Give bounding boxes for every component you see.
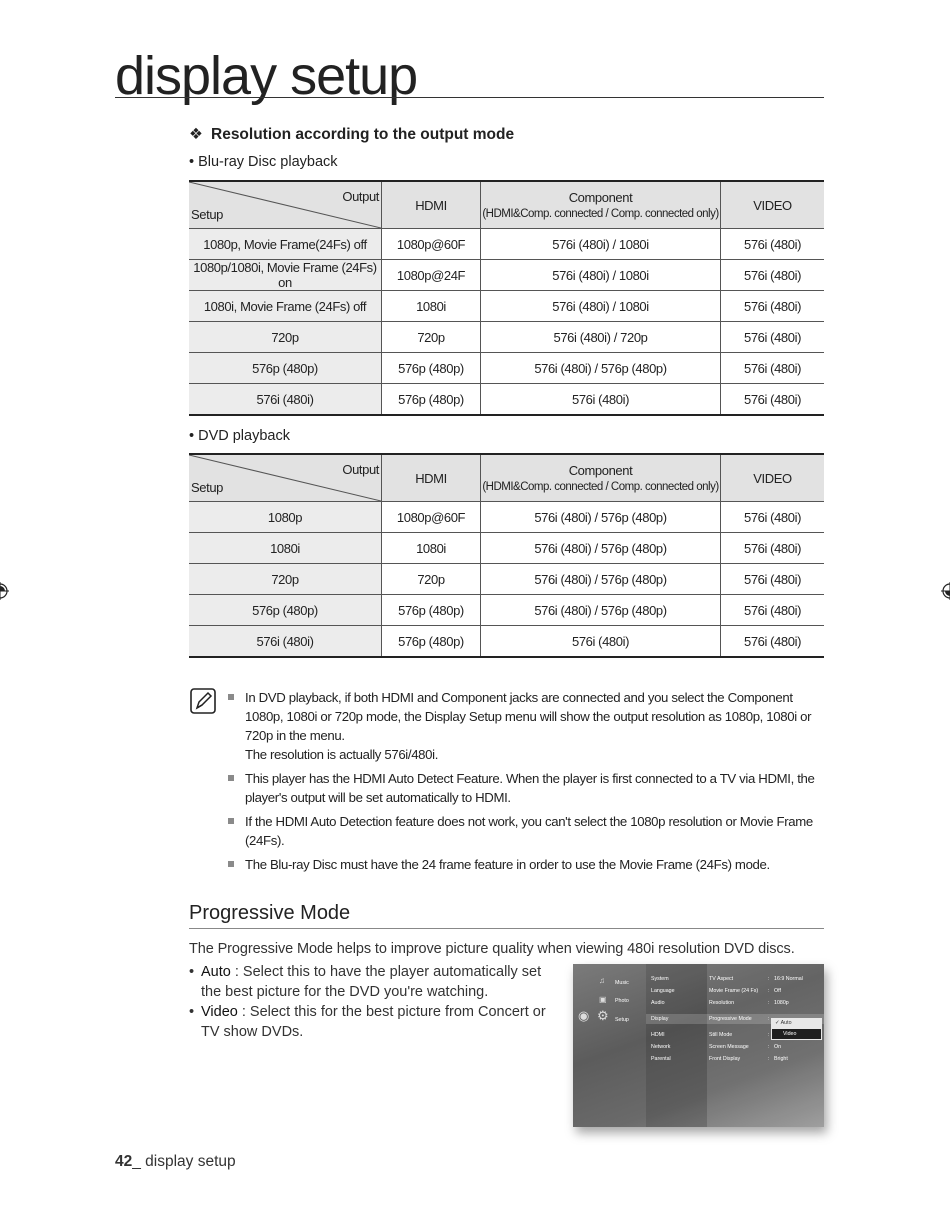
table-row (189, 260, 824, 291)
component-cell: 576i (480i) / 1080i (481, 229, 721, 260)
component-header-label: Component (568, 463, 633, 478)
notes-list (228, 688, 824, 879)
video-cell: 576i (480i) (721, 229, 825, 260)
component-cell: 576i (480i) (481, 384, 721, 416)
setting-label: Resolution (709, 1000, 735, 1006)
video-cell: 576i (480i) (721, 533, 825, 564)
setup-cell: 1080p (189, 502, 382, 533)
option-text: : Select this to have the player automatically set the best picture for the DVD you're watching. (201, 964, 542, 1000)
setting-value: 1080p (774, 1000, 789, 1006)
hdmi-cell: 1080p@60F (382, 229, 481, 260)
photo-icon: ▣ (599, 995, 607, 1004)
option-video (189, 1002, 564, 1042)
setting-value: Bright (774, 1056, 788, 1062)
hdmi-header: HDMI (382, 181, 481, 229)
popup-selected-row (772, 1029, 821, 1039)
table-row (189, 384, 824, 416)
colon-separator: : (768, 976, 770, 982)
note-text: This player has the HDMI Auto Detect Feature. When the player is first connected to a TV via HDMI, the player's output will be set automatically to HDMI. (245, 771, 815, 805)
video-cell: 576i (480i) (721, 291, 825, 322)
gear-icon: ⚙ (597, 1008, 609, 1023)
page-number: 42 (115, 1153, 133, 1170)
disc-icon: ◉ (578, 1008, 590, 1023)
diamond-bullet-icon: ❖ (189, 126, 203, 143)
table-row (189, 353, 824, 384)
colon-separator: : (768, 1044, 770, 1050)
setup-cell: 576p (480p) (189, 595, 382, 626)
note-extra-text: The resolution is actually 576i/480i. (245, 747, 439, 762)
output-label: Output (342, 462, 379, 477)
video-cell: 576i (480i) (721, 322, 825, 353)
square-bullet-icon (228, 775, 234, 781)
video-cell: 576i (480i) (721, 260, 825, 291)
square-bullet-icon (228, 818, 234, 824)
menu-photo: Photo (615, 998, 629, 1004)
hdmi-cell: 576p (480p) (382, 353, 481, 384)
component-cell: 576i (480i) / 576p (480p) (481, 564, 721, 595)
table-row (189, 322, 824, 353)
video-cell: 576i (480i) (721, 626, 825, 658)
setup-cell: 576i (480i) (189, 626, 382, 658)
bluray-subheading: • Blu-ray Disc playback (189, 154, 338, 170)
option-term: Auto (201, 964, 231, 980)
menu-setup: Setup (615, 1017, 629, 1023)
popup-option-video: Video (783, 1031, 797, 1037)
note-item (228, 688, 824, 764)
component-cell: 576i (480i) / 720p (481, 322, 721, 353)
hdmi-header: HDMI (382, 454, 481, 502)
hdmi-cell: 576p (480p) (382, 595, 481, 626)
colon-separator: : (768, 1056, 770, 1062)
table-row (189, 564, 824, 595)
component-cell: 576i (480i) / 1080i (481, 260, 721, 291)
table-row (189, 626, 824, 658)
setup-cell: 576i (480i) (189, 384, 382, 416)
video-cell: 576i (480i) (721, 595, 825, 626)
hdmi-cell: 1080p@24F (382, 260, 481, 291)
component-header-sub: (HDMI&Comp. connected / Comp. connected only) (482, 208, 719, 220)
dvd-subheading: • DVD playback (189, 428, 290, 444)
dvd-resolution-table (189, 453, 824, 658)
table-row (189, 229, 824, 260)
section-heading-text: Resolution according to the output mode (211, 126, 515, 143)
setup-cell: 1080p, Movie Frame(24Fs) off (189, 229, 382, 260)
component-cell: 576i (480i) / 576p (480p) (481, 533, 721, 564)
option-term: Video (201, 1004, 238, 1020)
setting-value: On (774, 1044, 782, 1050)
title-divider (115, 97, 824, 98)
note-item (228, 812, 824, 850)
page-title: display setup (115, 46, 418, 106)
table-header-row (189, 181, 824, 229)
bullet-icon: • (189, 964, 195, 980)
hdmi-cell: 720p (382, 322, 481, 353)
diagonal-header-cell (189, 454, 382, 502)
video-header: VIDEO (721, 454, 825, 502)
hdmi-cell: 1080i (382, 533, 481, 564)
colon-separator: : (768, 1032, 770, 1038)
component-cell: 576i (480i) / 576p (480p) (481, 502, 721, 533)
component-cell: 576i (480i) / 576p (480p) (481, 595, 721, 626)
video-cell: 576i (480i) (721, 384, 825, 416)
progressive-mode-divider (189, 928, 824, 929)
setup-label: Setup (191, 207, 223, 222)
setting-label: Front Display (709, 1056, 741, 1062)
section-heading (189, 125, 514, 144)
component-cell: 576i (480i) / 1080i (481, 291, 721, 322)
table-row (189, 291, 824, 322)
submenu-hdmi: HDMI (651, 1032, 665, 1038)
setup-cell: 1080i, Movie Frame (24Fs) off (189, 291, 382, 322)
music-note-icon: ♫ (599, 976, 605, 985)
component-header-label: Component (568, 190, 633, 205)
progressive-mode-description: The Progressive Mode helps to improve picture quality when viewing 480i resolution DVD discs. (189, 941, 795, 957)
setup-cell: 720p (189, 564, 382, 595)
bluray-resolution-table (189, 180, 824, 416)
square-bullet-icon (228, 694, 234, 700)
setup-label: Setup (191, 480, 223, 495)
submenu-parental: Parental (651, 1056, 671, 1062)
component-header (481, 181, 721, 229)
hdmi-cell: 576p (480p) (382, 384, 481, 416)
submenu-system: System (651, 976, 669, 982)
table-row (189, 533, 824, 564)
setup-cell: 1080p/1080i, Movie Frame (24Fs) on (189, 260, 382, 291)
progressive-mode-title: Progressive Mode (189, 902, 351, 924)
submenu-language: Language (651, 988, 675, 994)
note-item (228, 855, 824, 874)
note-icon (190, 688, 216, 714)
table-header-row (189, 454, 824, 502)
output-label: Output (342, 189, 379, 204)
setting-label: Progressive Mode (709, 1016, 752, 1022)
video-header: VIDEO (721, 181, 825, 229)
setting-label: Movie Frame (24 Fs) (709, 988, 759, 994)
bullet-icon: • (189, 1004, 195, 1020)
note-text: The Blu-ray Disc must have the 24 frame feature in order to use the Movie Frame (24Fs) mode. (245, 857, 770, 872)
setting-label: Screen Message (709, 1044, 749, 1050)
hdmi-cell: 576p (480p) (382, 626, 481, 658)
page-footer (115, 1153, 236, 1171)
setting-value: 16:9 Normal (774, 976, 803, 982)
setup-cell: 576p (480p) (189, 353, 382, 384)
setting-label: Still Mode (709, 1032, 733, 1038)
footer-section-name: _ display setup (132, 1153, 236, 1170)
note-item (228, 769, 824, 807)
submenu-audio: Audio (651, 1000, 665, 1006)
diagonal-header-cell (189, 181, 382, 229)
setting-label: TV Aspect (709, 976, 734, 982)
setting-value: Off (774, 988, 781, 994)
setup-menu-screenshot (573, 964, 824, 1127)
submenu-network: Network (651, 1044, 671, 1050)
progressive-options-list (189, 962, 564, 1042)
component-header-sub: (HDMI&Comp. connected / Comp. connected only) (482, 481, 719, 493)
component-cell: 576i (480i) (481, 626, 721, 658)
popup-option-auto: ✓ Auto (775, 1020, 792, 1026)
hdmi-cell: 720p (382, 564, 481, 595)
square-bullet-icon (228, 861, 234, 867)
table-row (189, 502, 824, 533)
video-cell: 576i (480i) (721, 564, 825, 595)
option-text: : Select this for the best picture from Concert or TV show DVDs. (201, 1004, 546, 1040)
note-text: If the HDMI Auto Detection feature does not work, you can't select the 1080p resolution or Movie Frame (24Fs). (245, 814, 813, 848)
colon-separator: : (768, 1000, 770, 1006)
setup-cell: 720p (189, 322, 382, 353)
component-cell: 576i (480i) / 576p (480p) (481, 353, 721, 384)
video-cell: 576i (480i) (721, 353, 825, 384)
registration-mark-icon (941, 582, 950, 600)
component-header (481, 454, 721, 502)
hdmi-cell: 1080i (382, 291, 481, 322)
colon-separator: : (768, 1016, 770, 1022)
table-row (189, 595, 824, 626)
hdmi-cell: 1080p@60F (382, 502, 481, 533)
submenu-display: Display (651, 1016, 669, 1022)
note-text: In DVD playback, if both HDMI and Component jacks are connected and you select the Component 1080p, 1080i or 720p mode, the Display Setup menu will show the output resolution as 1080p, 1080i or 720p in the menu. (245, 690, 812, 743)
video-cell: 576i (480i) (721, 502, 825, 533)
colon-separator: : (768, 988, 770, 994)
registration-mark-icon (0, 582, 9, 600)
option-auto (189, 962, 564, 1002)
menu-music: Music (615, 980, 629, 986)
setup-cell: 1080i (189, 533, 382, 564)
